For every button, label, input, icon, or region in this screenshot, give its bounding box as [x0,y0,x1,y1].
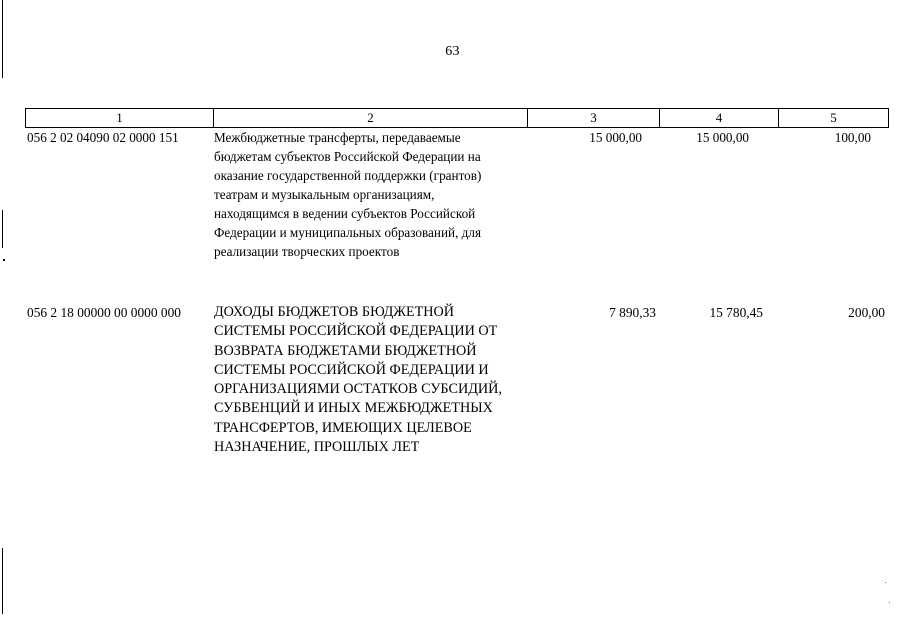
description-line: ДОХОДЫ БЮДЖЕТОВ БЮДЖЕТНОЙ [214,304,455,320]
table-header-cell: 3 [527,109,659,127]
table-row [25,128,873,261]
description-line: ТРАНСФЕРТОВ, ИМЕЮЩИХ ЦЕЛЕВОЕ [214,419,472,436]
table-header-cell: 5 [778,109,888,127]
description-line: театрам и музыкальным организациям, [214,187,435,202]
amount-col-3: 15 000,00 [589,130,642,145]
amount-col-3: 7 890,33 [609,305,656,320]
description-line: Межбюджетные трансферты, передаваемые [214,130,461,145]
scan-speck [889,602,890,603]
percent-col-5: 100,00 [834,130,871,145]
description-line: реализации творческих проектов [214,244,400,259]
scan-edge-line [2,210,3,248]
amount-col-4: 15 000,00 [696,130,749,145]
table-header-cell: 1 [116,110,123,125]
table-row [25,303,887,457]
scan-edge-line [2,548,3,614]
table-header-cell: 4 [659,109,778,127]
description-line: находящимся в ведении субъектов Российской [214,206,476,221]
scan-speck [3,259,5,261]
table-header-cell: 2 [213,109,527,127]
description-line: СУБВЕНЦИЙ И ИНЫХ МЕЖБЮДЖЕТНЫХ [214,400,493,417]
description-line: НАЗНАЧЕНИЕ, ПРОШЛЫХ ЛЕТ [214,439,420,456]
income-description [212,303,528,457]
description-line: ВОЗВРАТА БЮДЖЕТАМИ БЮДЖЕТНОЙ [214,342,477,359]
amount-col-4: 15 780,45 [709,305,763,320]
description-line: Федерации и муниципальных образований, для [214,225,482,240]
description-line: ОРГАНИЗАЦИЯМИ ОСТАТКОВ СУБСИДИЙ, [214,381,502,398]
table-header-row [25,108,889,128]
scan-speck [885,582,886,583]
description-line: оказание государственной поддержки (грантов) [214,168,482,183]
budget-code: 056 2 02 04090 02 0000 151 [27,130,179,145]
budget-code: 056 2 18 00000 00 0000 000 [27,305,181,320]
description-line: СИСТЕМЫ РОССИЙСКОЙ ФЕДЕРАЦИИ И [214,361,489,378]
page-number: 63 [445,44,460,59]
income-description [212,128,512,261]
scan-edge-line [2,0,3,78]
description-line: бюджетам субъектов Российской Федерации на [214,149,481,164]
percent-col-5: 200,00 [848,305,885,320]
description-line: СИСТЕМЫ РОССИЙСКОЙ ФЕДЕРАЦИИ ОТ [214,323,498,340]
